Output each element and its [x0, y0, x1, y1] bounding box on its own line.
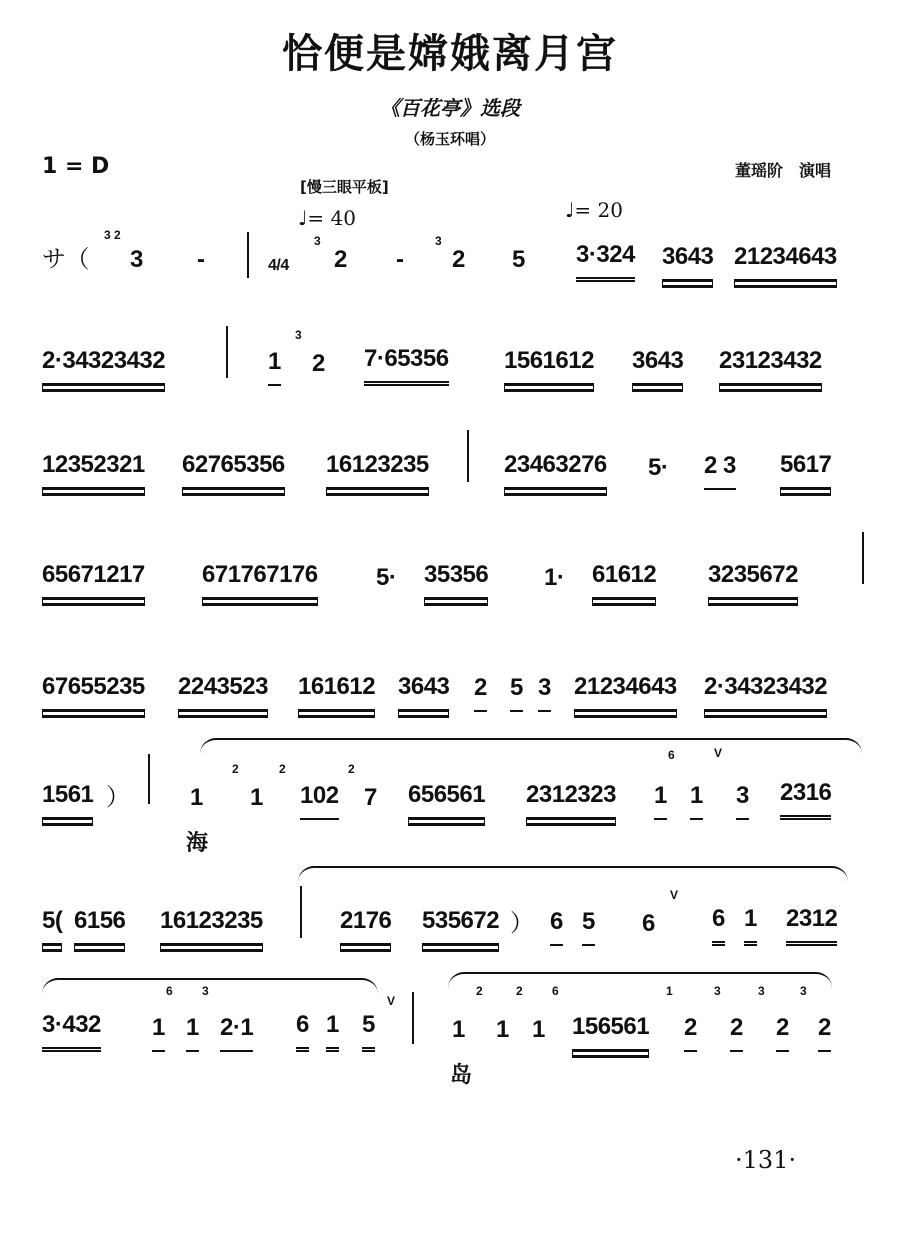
- note-group: 3643: [398, 673, 449, 712]
- note-group: 23123432: [719, 347, 822, 386]
- note-group: 1: [250, 784, 263, 811]
- note-group: 6156: [74, 907, 125, 946]
- grace-note: 2: [348, 762, 355, 776]
- note-group: 1: [268, 348, 281, 386]
- note-group: 5617: [780, 451, 831, 490]
- bar-line: [467, 430, 469, 482]
- note-group: 2: [334, 246, 347, 273]
- note-group: 3643: [662, 243, 713, 282]
- note-group: 1: [452, 1016, 465, 1043]
- note-group: 161612: [298, 673, 375, 712]
- note-group: 5·: [376, 564, 397, 591]
- note-group: 2: [684, 1014, 697, 1052]
- note-group: 535672: [422, 907, 499, 946]
- note-group: 5: [510, 674, 523, 712]
- page-title: 恰便是嫦娥离月宫: [282, 30, 618, 77]
- grace-note: 3: [714, 984, 721, 998]
- grace-note: 6: [668, 748, 675, 762]
- note-group: -: [396, 246, 404, 273]
- note-group: ）: [510, 910, 534, 937]
- note-group: 3: [538, 674, 551, 712]
- note-group: 1: [496, 1016, 509, 1043]
- phrase-slur: [200, 738, 862, 754]
- staff-row-3: [42, 430, 862, 490]
- note-group: 6: [296, 1011, 309, 1052]
- grace-note: 3: [758, 984, 765, 998]
- note-group: 2·1: [220, 1014, 253, 1052]
- performer-credit: 董瑶阶 演唱: [735, 161, 832, 180]
- staff-row-8: [42, 984, 862, 1052]
- staff-row-5: [42, 652, 862, 712]
- note-group: 1: [690, 782, 703, 820]
- note-group: 5: [362, 1011, 375, 1052]
- note-group: 1561: [42, 781, 93, 820]
- note-group: 3: [130, 246, 143, 273]
- staff-row-7: [42, 886, 862, 946]
- grace-note: 3: [202, 984, 209, 998]
- note-group: 7: [364, 784, 377, 811]
- note-group: 7·65356: [364, 345, 449, 386]
- key-signature: 1 = D: [42, 154, 110, 179]
- grace-note: 2: [232, 762, 239, 776]
- note-group: 21234643: [734, 243, 837, 282]
- note-group: 12352321: [42, 451, 145, 490]
- note-group: 1: [326, 1011, 339, 1052]
- note-group: 6: [712, 905, 725, 946]
- lyric-char: 海: [186, 830, 209, 856]
- note-group: 3235672: [708, 561, 798, 600]
- note-group: 2312323: [526, 781, 616, 820]
- note-group: 6: [550, 908, 563, 946]
- note-group: 2176: [340, 907, 391, 946]
- note-group: 1: [744, 905, 757, 946]
- note-group: 5(: [42, 907, 62, 946]
- tempo-marking-1: ♩= 40: [298, 206, 356, 230]
- time-signature: 4/4: [268, 257, 289, 274]
- note-group: 1561612: [504, 347, 594, 386]
- note-group: 1·: [544, 564, 565, 591]
- note-group: -: [197, 246, 205, 273]
- breath-mark: V: [670, 888, 679, 902]
- grace-note: 3: [314, 234, 321, 248]
- note-group: 2·34323432: [704, 673, 827, 712]
- grace-note: 6: [552, 984, 559, 998]
- note-group: 5: [582, 908, 595, 946]
- bar-line: [247, 232, 249, 278]
- note-group: 2243523: [178, 673, 268, 712]
- grace-note: 2: [279, 762, 286, 776]
- note-group: 2: [730, 1014, 743, 1052]
- note-group: 16123235: [326, 451, 429, 490]
- note-group: 2: [452, 246, 465, 273]
- note-group: 23463276: [504, 451, 607, 490]
- bar-line: [148, 754, 150, 804]
- breath-mark: V: [387, 994, 396, 1008]
- note-group: 1: [532, 1016, 545, 1043]
- breath-mark: V: [714, 746, 723, 760]
- section-label: [慢三眼平板]: [300, 178, 389, 196]
- bar-line: [862, 532, 864, 584]
- bar-line: [412, 992, 414, 1044]
- note-group: 2316: [780, 779, 831, 820]
- note-group: 3643: [632, 347, 683, 386]
- note-group: 1: [654, 782, 667, 820]
- note-group: 6: [642, 910, 655, 937]
- note-group: 102: [300, 782, 339, 820]
- grace-note: 6: [166, 984, 173, 998]
- note-group: 2: [776, 1014, 789, 1052]
- note-group: 65671217: [42, 561, 145, 600]
- note-group: 5: [512, 246, 525, 273]
- page-number: ·131·: [735, 1146, 797, 1174]
- grace-note: 3: [295, 328, 302, 342]
- grace-note: 2: [516, 984, 523, 998]
- bar-line: [226, 326, 228, 378]
- note-group: 156561: [572, 1013, 649, 1052]
- staff-row-1: [42, 222, 862, 282]
- note-group: サ（: [42, 246, 89, 273]
- lyric-char: 岛: [450, 1062, 473, 1088]
- note-group: 1: [186, 1014, 199, 1052]
- grace-note: 3 2: [104, 228, 121, 242]
- phrase-slur: [298, 866, 848, 882]
- grace-note: 1: [666, 984, 673, 998]
- note-group: 62765356: [182, 451, 285, 490]
- note-group: 2312: [786, 905, 837, 946]
- grace-note: 3: [435, 234, 442, 248]
- subtitle: 《百花亭》选段: [380, 96, 520, 120]
- note-group: 1: [152, 1014, 165, 1052]
- singer-note: （杨玉环唱）: [404, 130, 495, 148]
- bar-line: [300, 886, 302, 938]
- note-group: 21234643: [574, 673, 677, 712]
- grace-note: 2: [476, 984, 483, 998]
- note-group: 3·432: [42, 1011, 101, 1052]
- staff-row-2: [42, 326, 862, 386]
- note-group: 67655235: [42, 673, 145, 712]
- note-group: 2: [818, 1014, 831, 1052]
- note-group: 2·34323432: [42, 347, 165, 386]
- phrase-slur: [448, 972, 832, 988]
- note-group: ）: [106, 784, 130, 811]
- note-group: 2: [312, 350, 325, 377]
- note-group: 656561: [408, 781, 485, 820]
- note-group: 35356: [424, 561, 488, 600]
- staff-row-4: [42, 540, 862, 600]
- note-group: 3: [736, 782, 749, 820]
- staff-row-6: [42, 746, 862, 820]
- note-group: 3·324: [576, 241, 635, 282]
- note-group: 61612: [592, 561, 656, 600]
- note-group: 2: [474, 674, 487, 712]
- note-group: 5·: [648, 454, 669, 481]
- grace-note: 3: [800, 984, 807, 998]
- note-group: 1: [190, 784, 203, 811]
- note-group: 671767176: [202, 561, 318, 600]
- tempo-marking-2: ♩= 20: [565, 198, 623, 222]
- note-group: 2 3: [704, 452, 736, 490]
- note-group: 16123235: [160, 907, 263, 946]
